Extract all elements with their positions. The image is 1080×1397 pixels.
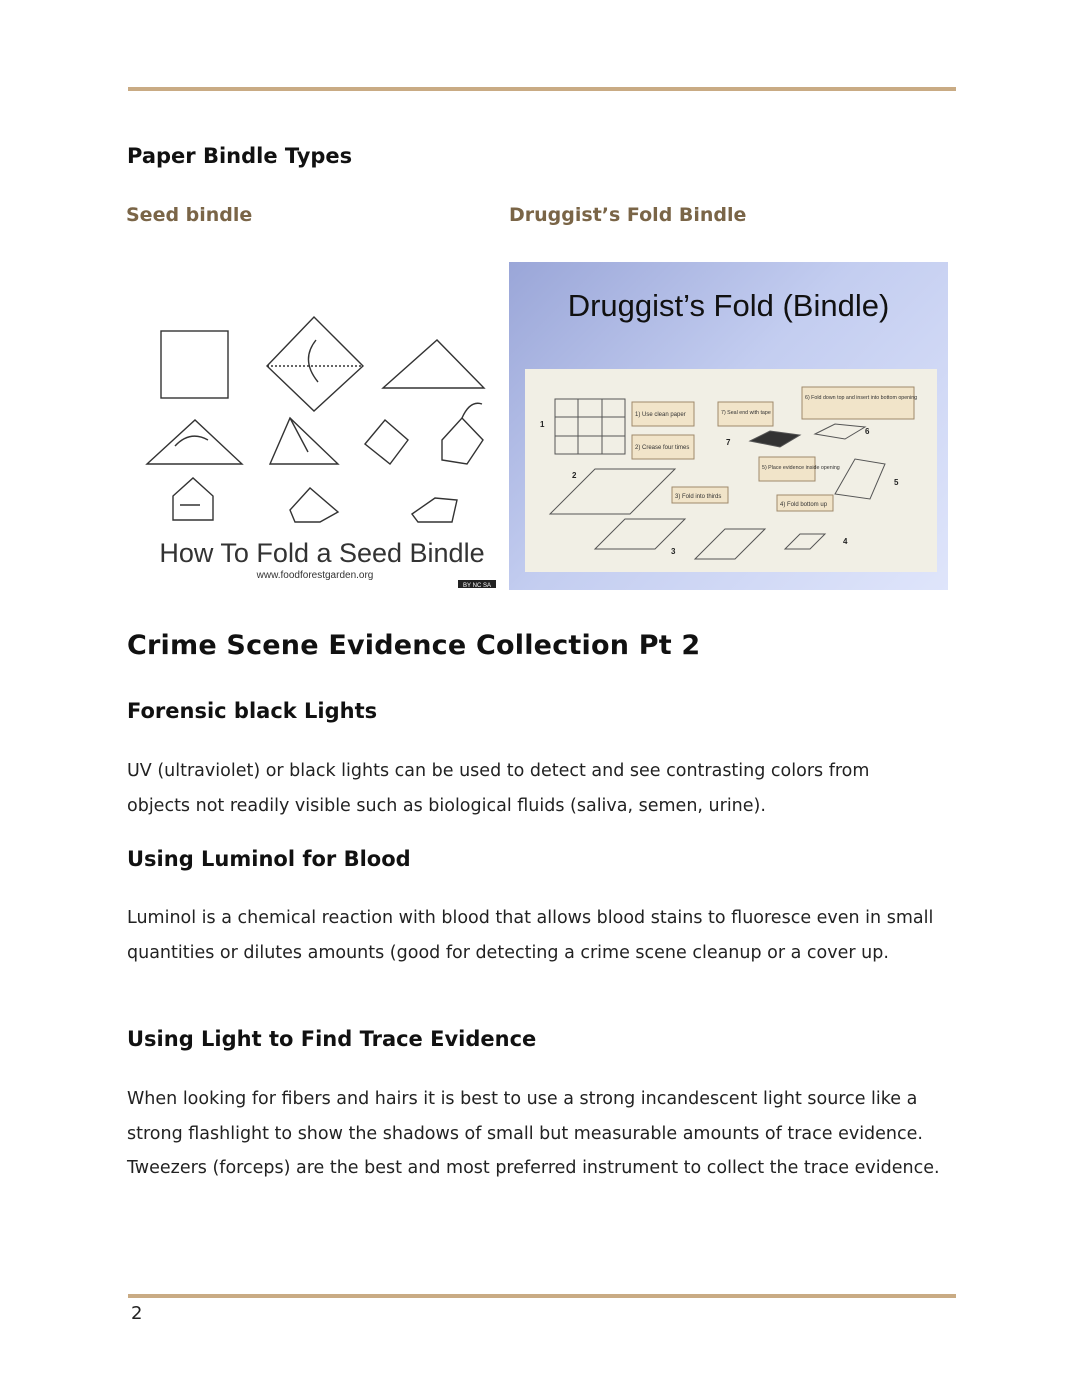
druggist-num-5: 5 [894,478,899,487]
cc-badge-text: BY NC SA [463,583,491,589]
druggist-step-7-text: 7) Seal end with tape [721,410,771,416]
luminol-text: Luminol is a chemical reaction with blood that allows blood stains to fluoresce even in small quantities or dilutes amounts (good for detecting a crime scene cleanup or a cover up. [127,908,934,963]
forensic-black-lights-text: UV (ultraviolet) or black lights can be used to detect and see contrasting colors from objects not readily visible such as biological fluids (saliva, semen, urine). [127,761,870,816]
top-rule [128,87,956,91]
druggist-num-1: 1 [540,420,545,429]
forensic-black-lights-heading: Forensic black Lights [127,699,378,723]
druggist-diagram [525,369,937,572]
seed-bindle-diagram [140,300,500,592]
luminol-heading: Using Luminol for Blood [127,847,411,871]
seed-bindle-label: Seed bindle [126,204,253,226]
druggist-step-5-text: 5) Place evidence inside opening [762,465,840,471]
trace-evidence-text: When looking for fibers and hairs it is best to use a strong incandescent light source like a strong flashlight to show the shadows of small but measurable amounts of trace evidence. Tweezers (forceps) are the best and most preferred instrument to collect the trace evidence. [127,1089,940,1178]
druggist-bindle-label: Druggist’s Fold Bindle [509,204,747,226]
druggist-fold-figure [509,262,948,590]
druggist-step-1-text: 1) Use clean paper [635,412,686,418]
section-title: Paper Bindle Types [127,144,353,168]
druggist-num-3: 3 [671,547,676,556]
seed-url: www.foodforestgarden.org [256,570,374,581]
druggist-diagram-panel [525,369,937,572]
druggist-step-6-text: 6) Fold down top and insert into bottom opening [805,395,918,401]
druggist-num-2: 2 [572,471,577,480]
bottom-rule [128,1294,956,1298]
druggist-num-6: 6 [865,427,870,436]
druggist-step-4-text: 4) Fold bottom up [780,502,828,508]
druggist-num-7: 7 [726,438,731,447]
druggist-num-4: 4 [843,537,848,546]
druggist-title: Druggist’s Fold (Bindle) [567,288,890,323]
seed-bindle-figure [140,300,500,592]
druggist-step-2-text: 2) Crease four times [635,445,690,451]
page-number: 2 [131,1303,143,1324]
trace-evidence-heading: Using Light to Find Trace Evidence [127,1027,537,1051]
seed-caption: How To Fold a Seed Bindle [159,538,485,568]
druggist-step-3-text: 3) Fold into thirds [675,494,722,500]
main-heading: Crime Scene Evidence Collection Pt 2 [127,630,701,661]
